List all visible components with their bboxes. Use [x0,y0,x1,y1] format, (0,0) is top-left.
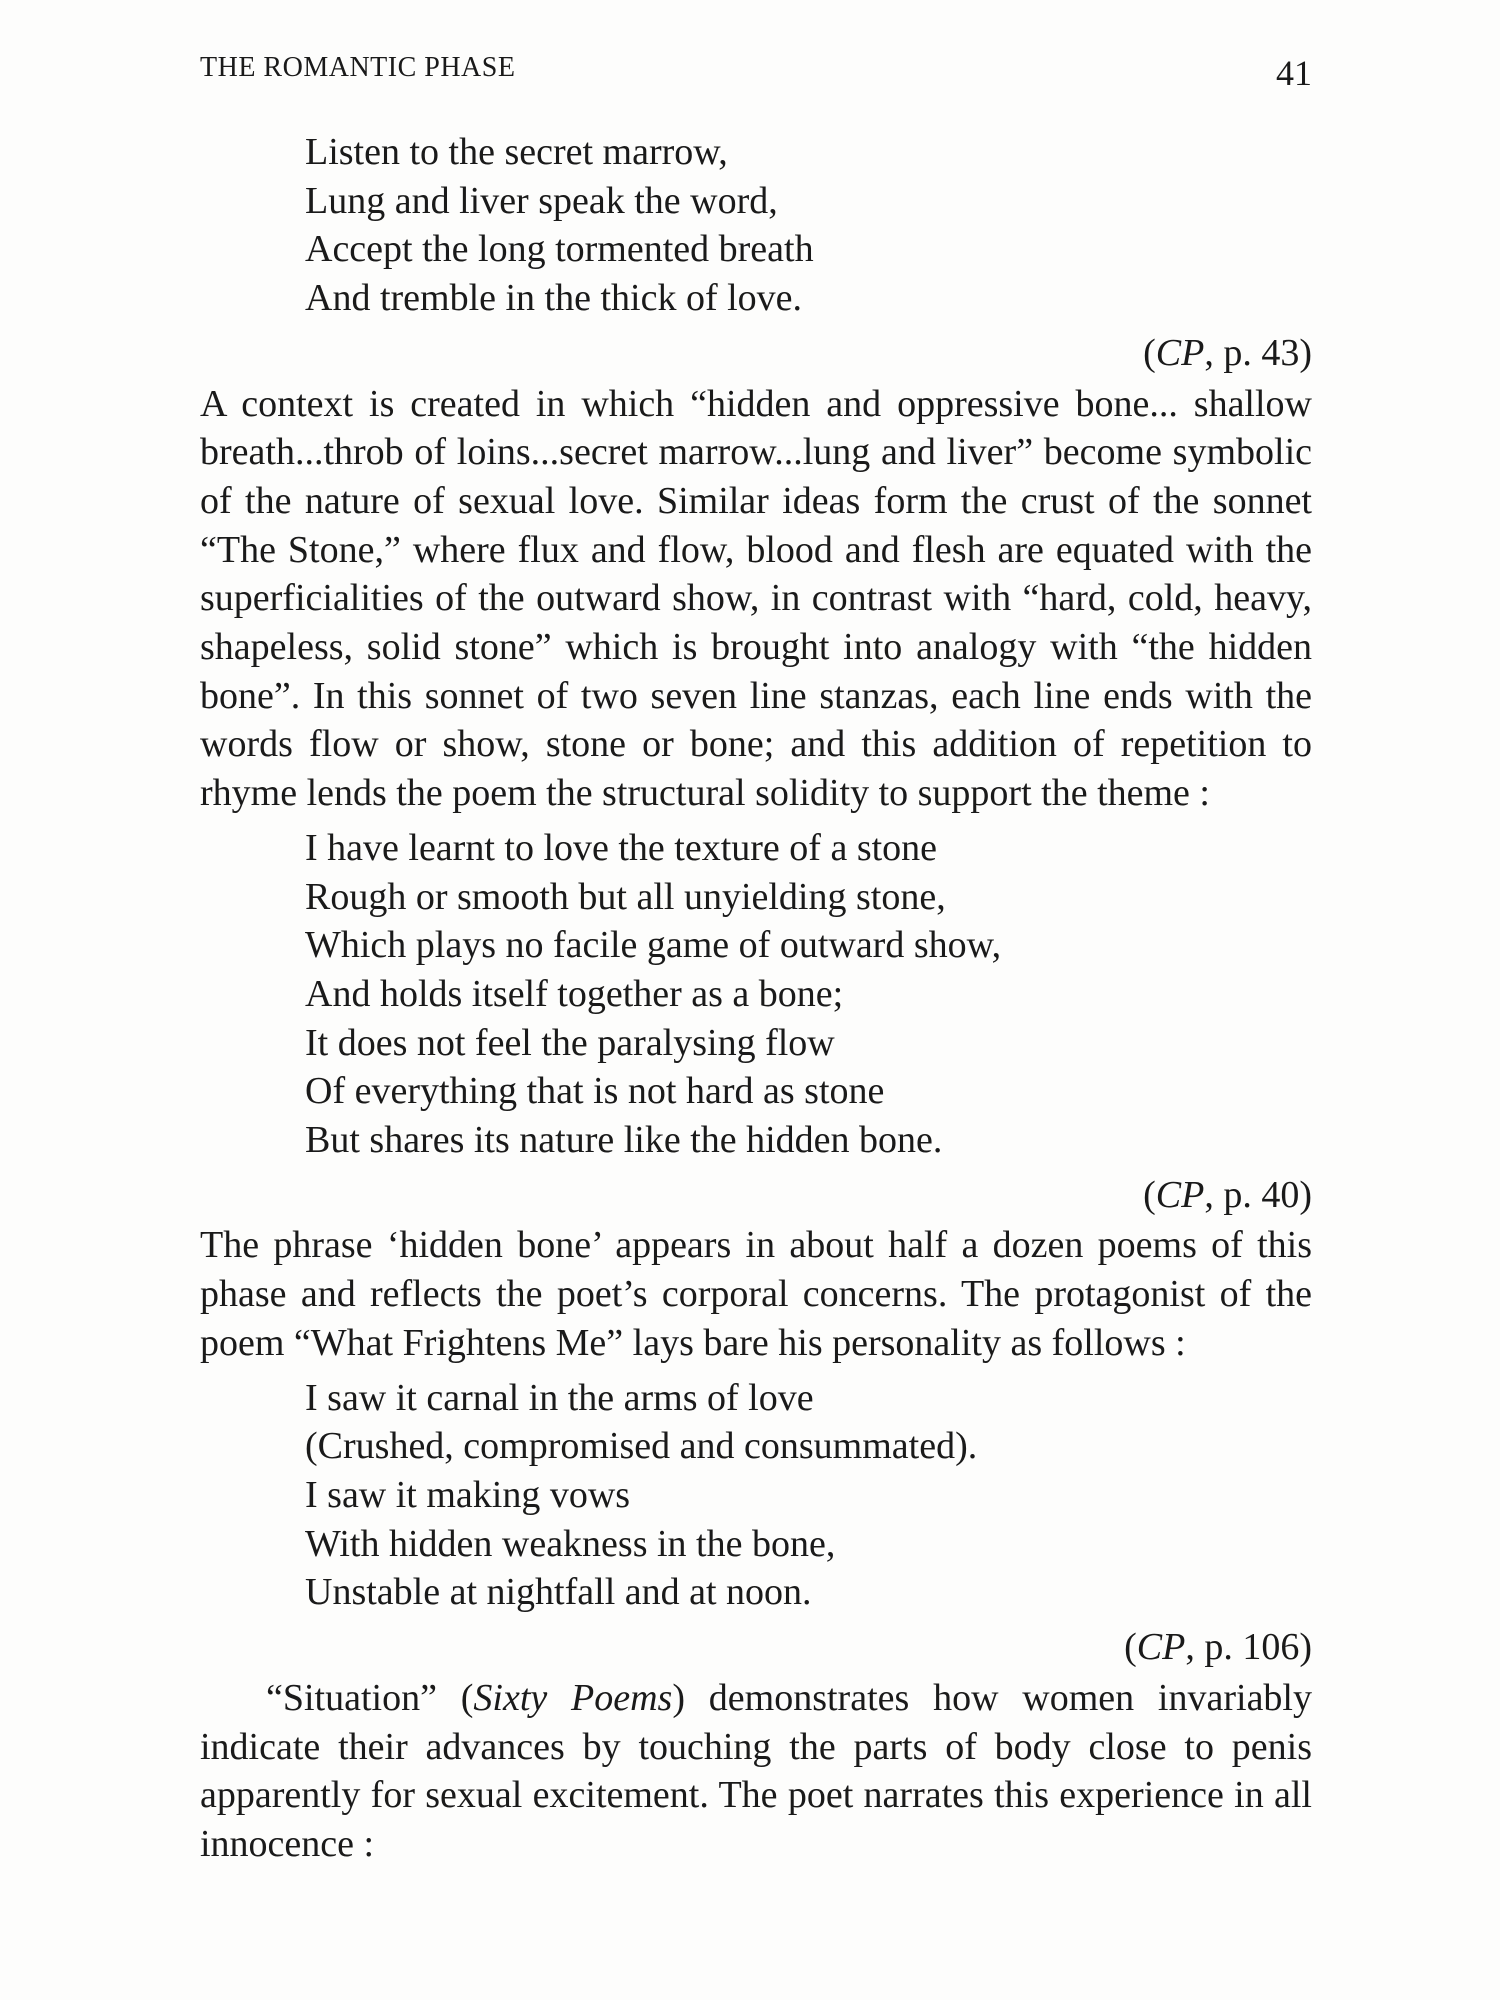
verse-line: And tremble in the thick of love. [305,277,803,320]
verse-line: Which plays no facile game of outward show, [305,924,1002,967]
citation-source: CP [1155,1173,1205,1216]
verse-line: I saw it making vows [305,1473,631,1516]
citation-source: CP [1136,1626,1186,1669]
verse-block-3 [305,1374,1312,1618]
citation-3: (CP, p. 106) [1124,1626,1312,1669]
verse-line: Of everything that is not hard as stone [305,1070,885,1113]
verse-line: (Crushed, compromised and consummated). [305,1425,978,1468]
verse-line: I have learnt to love the texture of a stone [305,826,938,869]
verse-line: And holds itself together as a bone; [305,972,844,1015]
paragraph-1: A context is created in which “hidden and oppressive bone... shallow breath...throb of loins...secret marrow...lung and liver” become symbolic of the nature of sexual love. Similar ideas form the crust of the sonnet “The Stone,” where flux and flow, blood and flesh are equated with the superficialities of the outward show, in contrast with “hard, cold, heavy, shapeless, solid stone” which is brought into analogy with “the hidden bone”. In this sonnet of two seven line stanzas, each line ends with the words flow or show, stone or bone; and this addition of repetition to rhyme lends the poem the structural solidity to support the theme : [200,382,1312,815]
verse-block-2 [305,824,1312,1165]
page-number: 41 [1276,53,1312,93]
citation-1: (CP, p. 43) [1143,331,1312,374]
paragraph-3: “Situation” (Sixty Poems) demonstrates how women invariably indicate their advances by touching the parts of body close to penis apparently for sexual excitement. The poet narrates this experience in all innocence : [200,1676,1312,1865]
book-title: Sixty Poems [473,1676,673,1719]
citation-source: CP [1155,331,1205,374]
verse-line: Unstable at nightfall and at noon. [305,1571,812,1614]
verse-line: Rough or smooth but all unyielding stone, [305,875,946,918]
citation-2: (CP, p. 40) [1143,1173,1312,1216]
paragraph-2: The phrase ‘hidden bone’ appears in about half a dozen poems of this phase and reflects the poet’s corporal concerns. The protagonist of the poem “What Frightens Me” lays bare his personality as follows : [200,1224,1312,1364]
verse-block-1 [305,128,1312,323]
verse-line: I saw it carnal in the arms of love [305,1376,814,1419]
page-body [200,128,1312,1869]
verse-line: With hidden weakness in the bone, [305,1522,836,1565]
verse-line: It does not feel the paralysing flow [305,1021,835,1064]
verse-line: Accept the long tormented breath [305,228,814,271]
verse-line: Listen to the secret marrow, [305,131,728,173]
running-title: THE ROMANTIC PHASE [200,52,516,83]
verse-line: But shares its nature like the hidden bone. [305,1119,943,1162]
verse-line: Lung and liver speak the word, [305,179,778,222]
